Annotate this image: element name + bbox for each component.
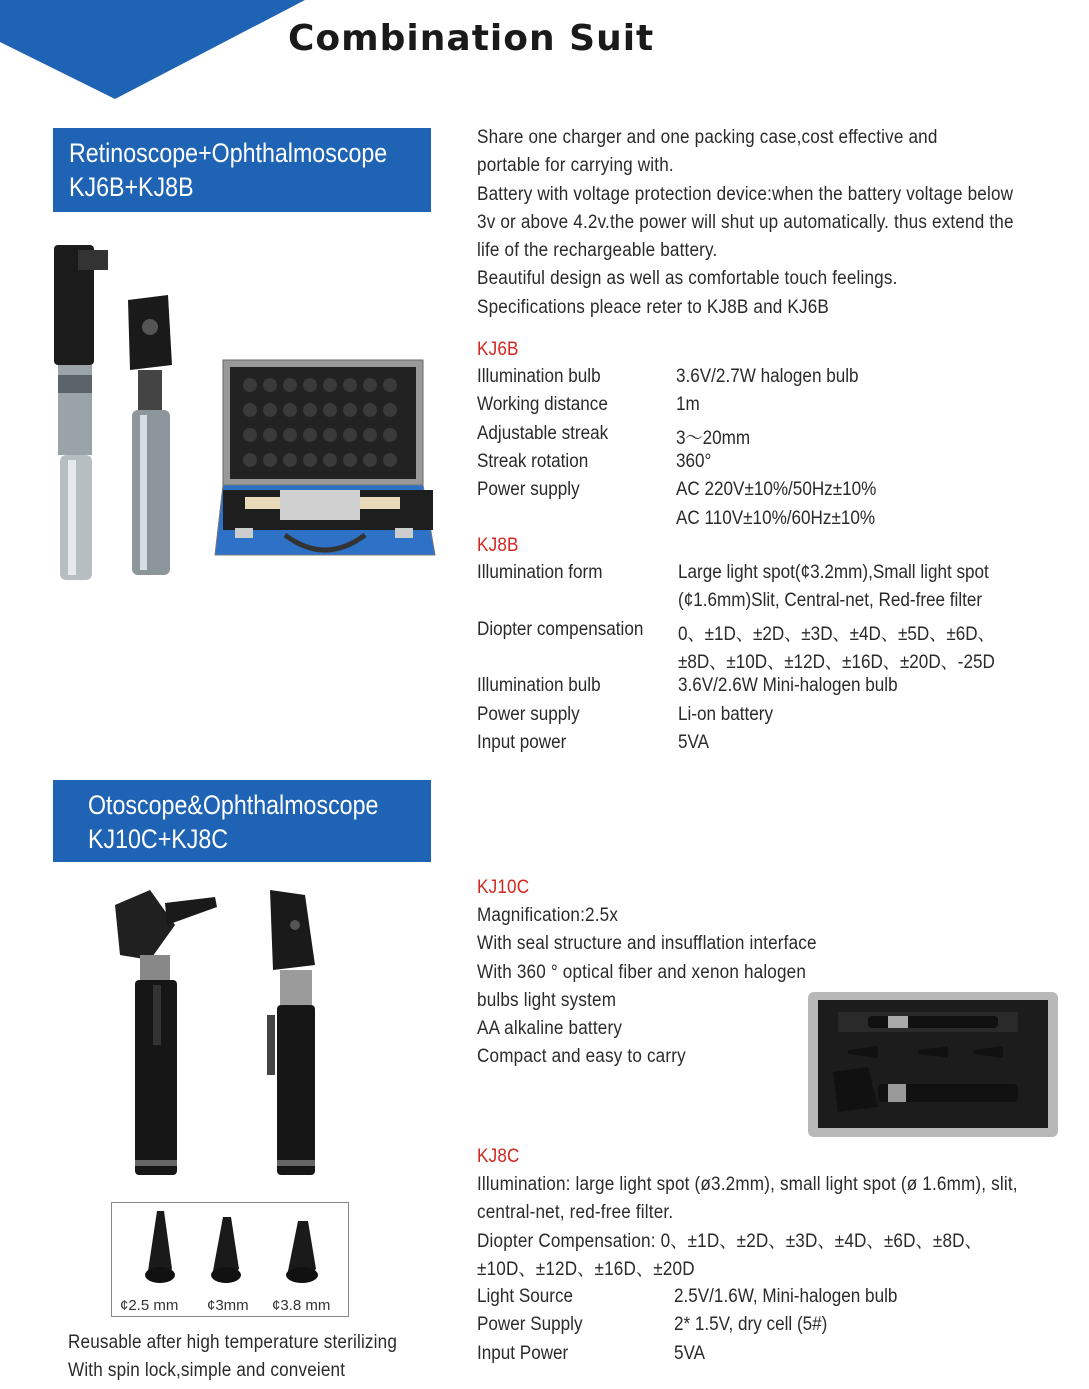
- spec-value: 360°: [676, 450, 712, 472]
- spec-label: Working distance: [477, 394, 608, 416]
- spec-value: AC 110V±10%/60Hz±10%: [676, 507, 876, 529]
- spec-value: 5VA: [674, 1342, 706, 1364]
- spec-label: Light Source: [477, 1286, 574, 1307]
- kj8b-heading: KJ8B: [477, 535, 519, 556]
- spec-value: 5VA: [678, 731, 710, 753]
- spec-value: 2.5V/1.6W, Mini-halogen bulb: [674, 1286, 898, 1307]
- feature-line: Compact and easy to carry: [477, 1046, 686, 1068]
- intro-line: Battery with voltage protection device:when the battery voltage below: [477, 183, 1014, 205]
- page-title: Combination Suit: [288, 18, 655, 59]
- otoscope-ophthalmoscope-photo: [105, 885, 345, 1185]
- spec-value: 3.6V/2.7W halogen bulb: [676, 366, 859, 387]
- section2-banner-title: Otoscope&Ophthalmoscope: [88, 790, 379, 820]
- intro-line: Share one charger and one packing case,cost effective and: [477, 127, 938, 148]
- feature-line: With seal structure and insufflation interface: [477, 933, 817, 955]
- intro-line: Beautiful design as well as comfortable touch feelings.: [477, 268, 898, 290]
- feature-line: AA alkaline battery: [477, 1018, 623, 1040]
- corner-decoration: [0, 0, 310, 100]
- kj8c-description: [477, 1171, 1078, 1284]
- speculum-size-label: ¢3.8 mm: [272, 1297, 331, 1314]
- spec-label: Illumination bulb: [477, 675, 601, 697]
- intro-line: life of the rechargeable battery.: [477, 240, 718, 262]
- feature-line: With 360 ° optical fiber and xenon halogen: [477, 961, 807, 983]
- retinoscope-ophthalmoscope-photo: [40, 235, 450, 590]
- kj10c-case-photo: [808, 992, 1063, 1142]
- spec-value: 3～20mm: [676, 427, 751, 449]
- desc-line: central-net, red-free filter.: [477, 1202, 674, 1224]
- spec-value: Li-on battery: [678, 703, 774, 725]
- desc-line: Diopter Compensation: 0、±1D、±2D、±3D、±4D、±6D、±8D、: [477, 1230, 982, 1252]
- spec-label: Diopter compensation: [477, 618, 644, 640]
- section1-banner: [53, 128, 431, 212]
- speculum-icon: [207, 1215, 247, 1289]
- spec-label: Input Power: [477, 1342, 569, 1364]
- spec-value: 1m: [676, 394, 700, 416]
- kj10c-features: [477, 902, 854, 1072]
- spec-value: 2* 1.5V, dry cell (5#): [674, 1314, 828, 1336]
- spec-value: AC 220V±10%/50Hz±10%: [676, 479, 877, 501]
- spec-value: (¢1.6mm)Slit, Central-net, Red-free filter: [678, 590, 983, 612]
- kj6b-heading: KJ6B: [477, 339, 519, 360]
- spec-label: Input power: [477, 731, 567, 753]
- spec-label: Adjustable streak: [477, 422, 609, 444]
- spec-value: Large light spot(¢3.2mm),Small light spot: [678, 562, 989, 583]
- spec-label: Power supply: [477, 479, 580, 501]
- spec-value: 0、±1D、±2D、±3D、±4D、±5D、±6D、: [678, 623, 995, 645]
- desc-line: ±10D、±12D、±16D、±20D: [477, 1258, 695, 1280]
- intro-line: Specifications pleace reter to KJ8B and KJ6B: [477, 296, 830, 318]
- note-line: With spin lock,simple and conveient: [68, 1360, 346, 1382]
- speculum-size-label: ¢2.5 mm: [120, 1297, 179, 1314]
- section1-banner-title: Retinoscope+Ophthalmoscope: [69, 138, 388, 168]
- section2-notes: [68, 1329, 434, 1386]
- feature-line: bulbs light system: [477, 989, 617, 1011]
- spec-label: Power supply: [477, 703, 580, 725]
- section1-intro: [477, 124, 1073, 322]
- intro-line: 3v or above 4.2v.the power will shut up automatically. thus extend the: [477, 211, 1014, 233]
- spec-value: ±8D、±10D、±12D、±16D、±20D、-25D: [678, 651, 995, 673]
- specula-sizes-box: [111, 1202, 349, 1317]
- section2-banner-model: KJ10C+KJ8C: [88, 824, 229, 854]
- desc-line: Illumination: large light spot (ø3.2mm), small light spot (ø 1.6mm), slit,: [477, 1174, 1018, 1195]
- feature-line: Magnification:2.5x: [477, 905, 619, 926]
- speculum-icon: [282, 1219, 326, 1289]
- section1-banner-model: KJ6B+KJ8B: [69, 172, 194, 202]
- spec-label: Illumination bulb: [477, 366, 601, 387]
- spec-label: Illumination form: [477, 562, 603, 583]
- speculum-size-label: ¢3mm: [207, 1297, 249, 1314]
- spec-label: Power Supply: [477, 1314, 583, 1336]
- spec-value: 3.6V/2.6W Mini-halogen bulb: [678, 675, 898, 697]
- kj8c-heading: KJ8C: [477, 1146, 520, 1167]
- speculum-icon: [142, 1209, 182, 1289]
- section2-banner: [53, 780, 431, 862]
- note-line: Reusable after high temperature sterilizing: [68, 1332, 398, 1353]
- carrying-case: [215, 360, 435, 555]
- kj10c-heading: KJ10C: [477, 877, 530, 898]
- intro-line: portable for carrying with.: [477, 155, 674, 177]
- spec-label: Streak rotation: [477, 450, 589, 472]
